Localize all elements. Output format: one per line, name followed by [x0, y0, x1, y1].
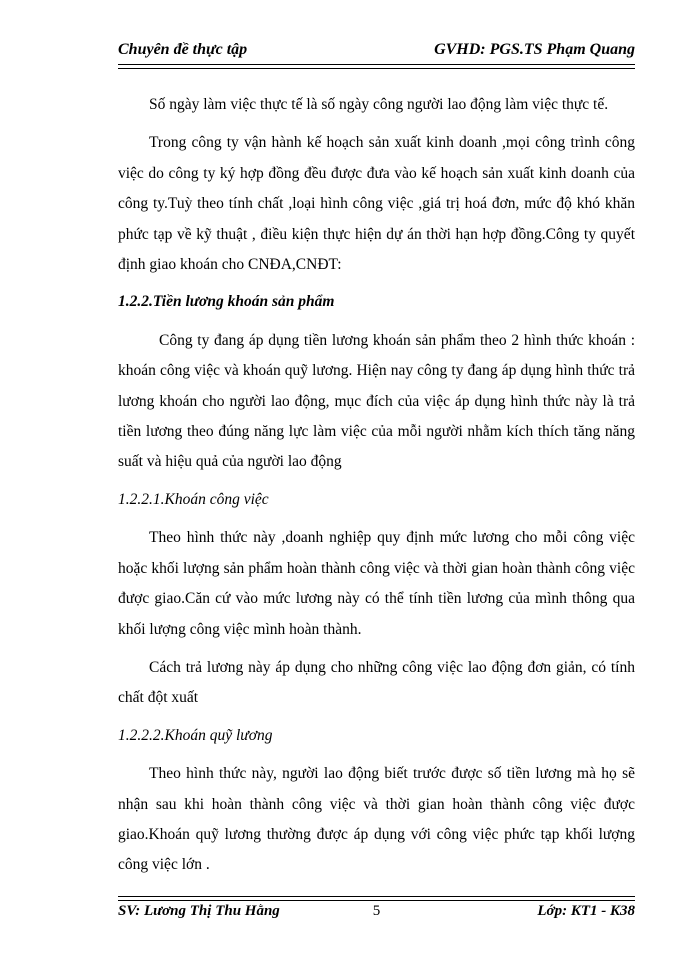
header-title: Chuyên đề thực tập — [118, 41, 248, 58]
paragraph: Theo hình thức này ,doanh nghiệp quy định mức lương cho mỗi công việc hoặc khối lượng sản phẩm hoàn thành công việc và thời gian hoàn thành công việc được giao.Căn cứ vào mức lương này có thể tính tiền lương của mình thông qua khối lượng công việc mình hoàn thành. — [118, 529, 635, 638]
page-header — [118, 38, 635, 64]
subsection-heading: 1.2.2.2.Khoán quỹ lương — [118, 726, 273, 744]
document-body — [118, 90, 635, 881]
header-supervisor: GVHD: PGS.TS Phạm Quang — [434, 41, 635, 58]
paragraph: Trong công ty vận hành kế hoạch sản xuất kinh doanh ,mọi công trình công việc do công ty ký hợp đồng đều được đưa vào kế hoạch sản xuất kinh doanh của công ty.Tuỳ theo tính chất ,loại hình công việc ,giá trị hoá đơn, mức độ khó khăn phức tạp về kỹ thuật , điều kiện thực hiện dự án thời hạn hợp đồng.Công ty quyết định giao khoán cho CNĐA,CNĐT: — [118, 134, 635, 274]
paragraph: Cách trả lương này áp dụng cho những công việc lao động đơn giản, có tính chất đột xuất — [118, 658, 635, 707]
paragraph: Công ty đang áp dụng tiền lương khoán sản phẩm theo 2 hình thức khoán : khoán công việc và khoán quỹ lương. Hiện nay công ty đang áp dụng hình thức trả lương khoán cho người lao động, mục đích của việc áp dụng hình thức này là trả tiền lương theo đúng năng lực làm việc của mỗi người nhằm kích thích tăng năng suất và hiệu quả của người lao động — [118, 331, 635, 471]
paragraph: Theo hình thức này, người lao động biết trước được số tiền lương mà họ sẽ nhận sau khi hoàn thành công việc và thời gian hoàn thành công việc được giao.Khoán quỹ lương thường được áp dụng với công việc phức tạp khối lượng công việc lớn . — [118, 765, 635, 874]
page-footer — [118, 900, 635, 926]
paragraph: Số ngày làm việc thực tế là số ngày công người lao động làm việc thực tế. — [149, 96, 609, 113]
subsection-heading: 1.2.2.1.Khoán công việc — [118, 490, 269, 508]
footer-class: Lớp: KT1 - K38 — [537, 903, 635, 919]
header-rule — [118, 64, 635, 69]
section-heading: 1.2.2.Tiền lương khoán sản phẩm — [118, 293, 335, 311]
footer-student: SV: Lương Thị Thu Hằng — [118, 903, 280, 919]
page-number: 5 — [372, 903, 381, 919]
